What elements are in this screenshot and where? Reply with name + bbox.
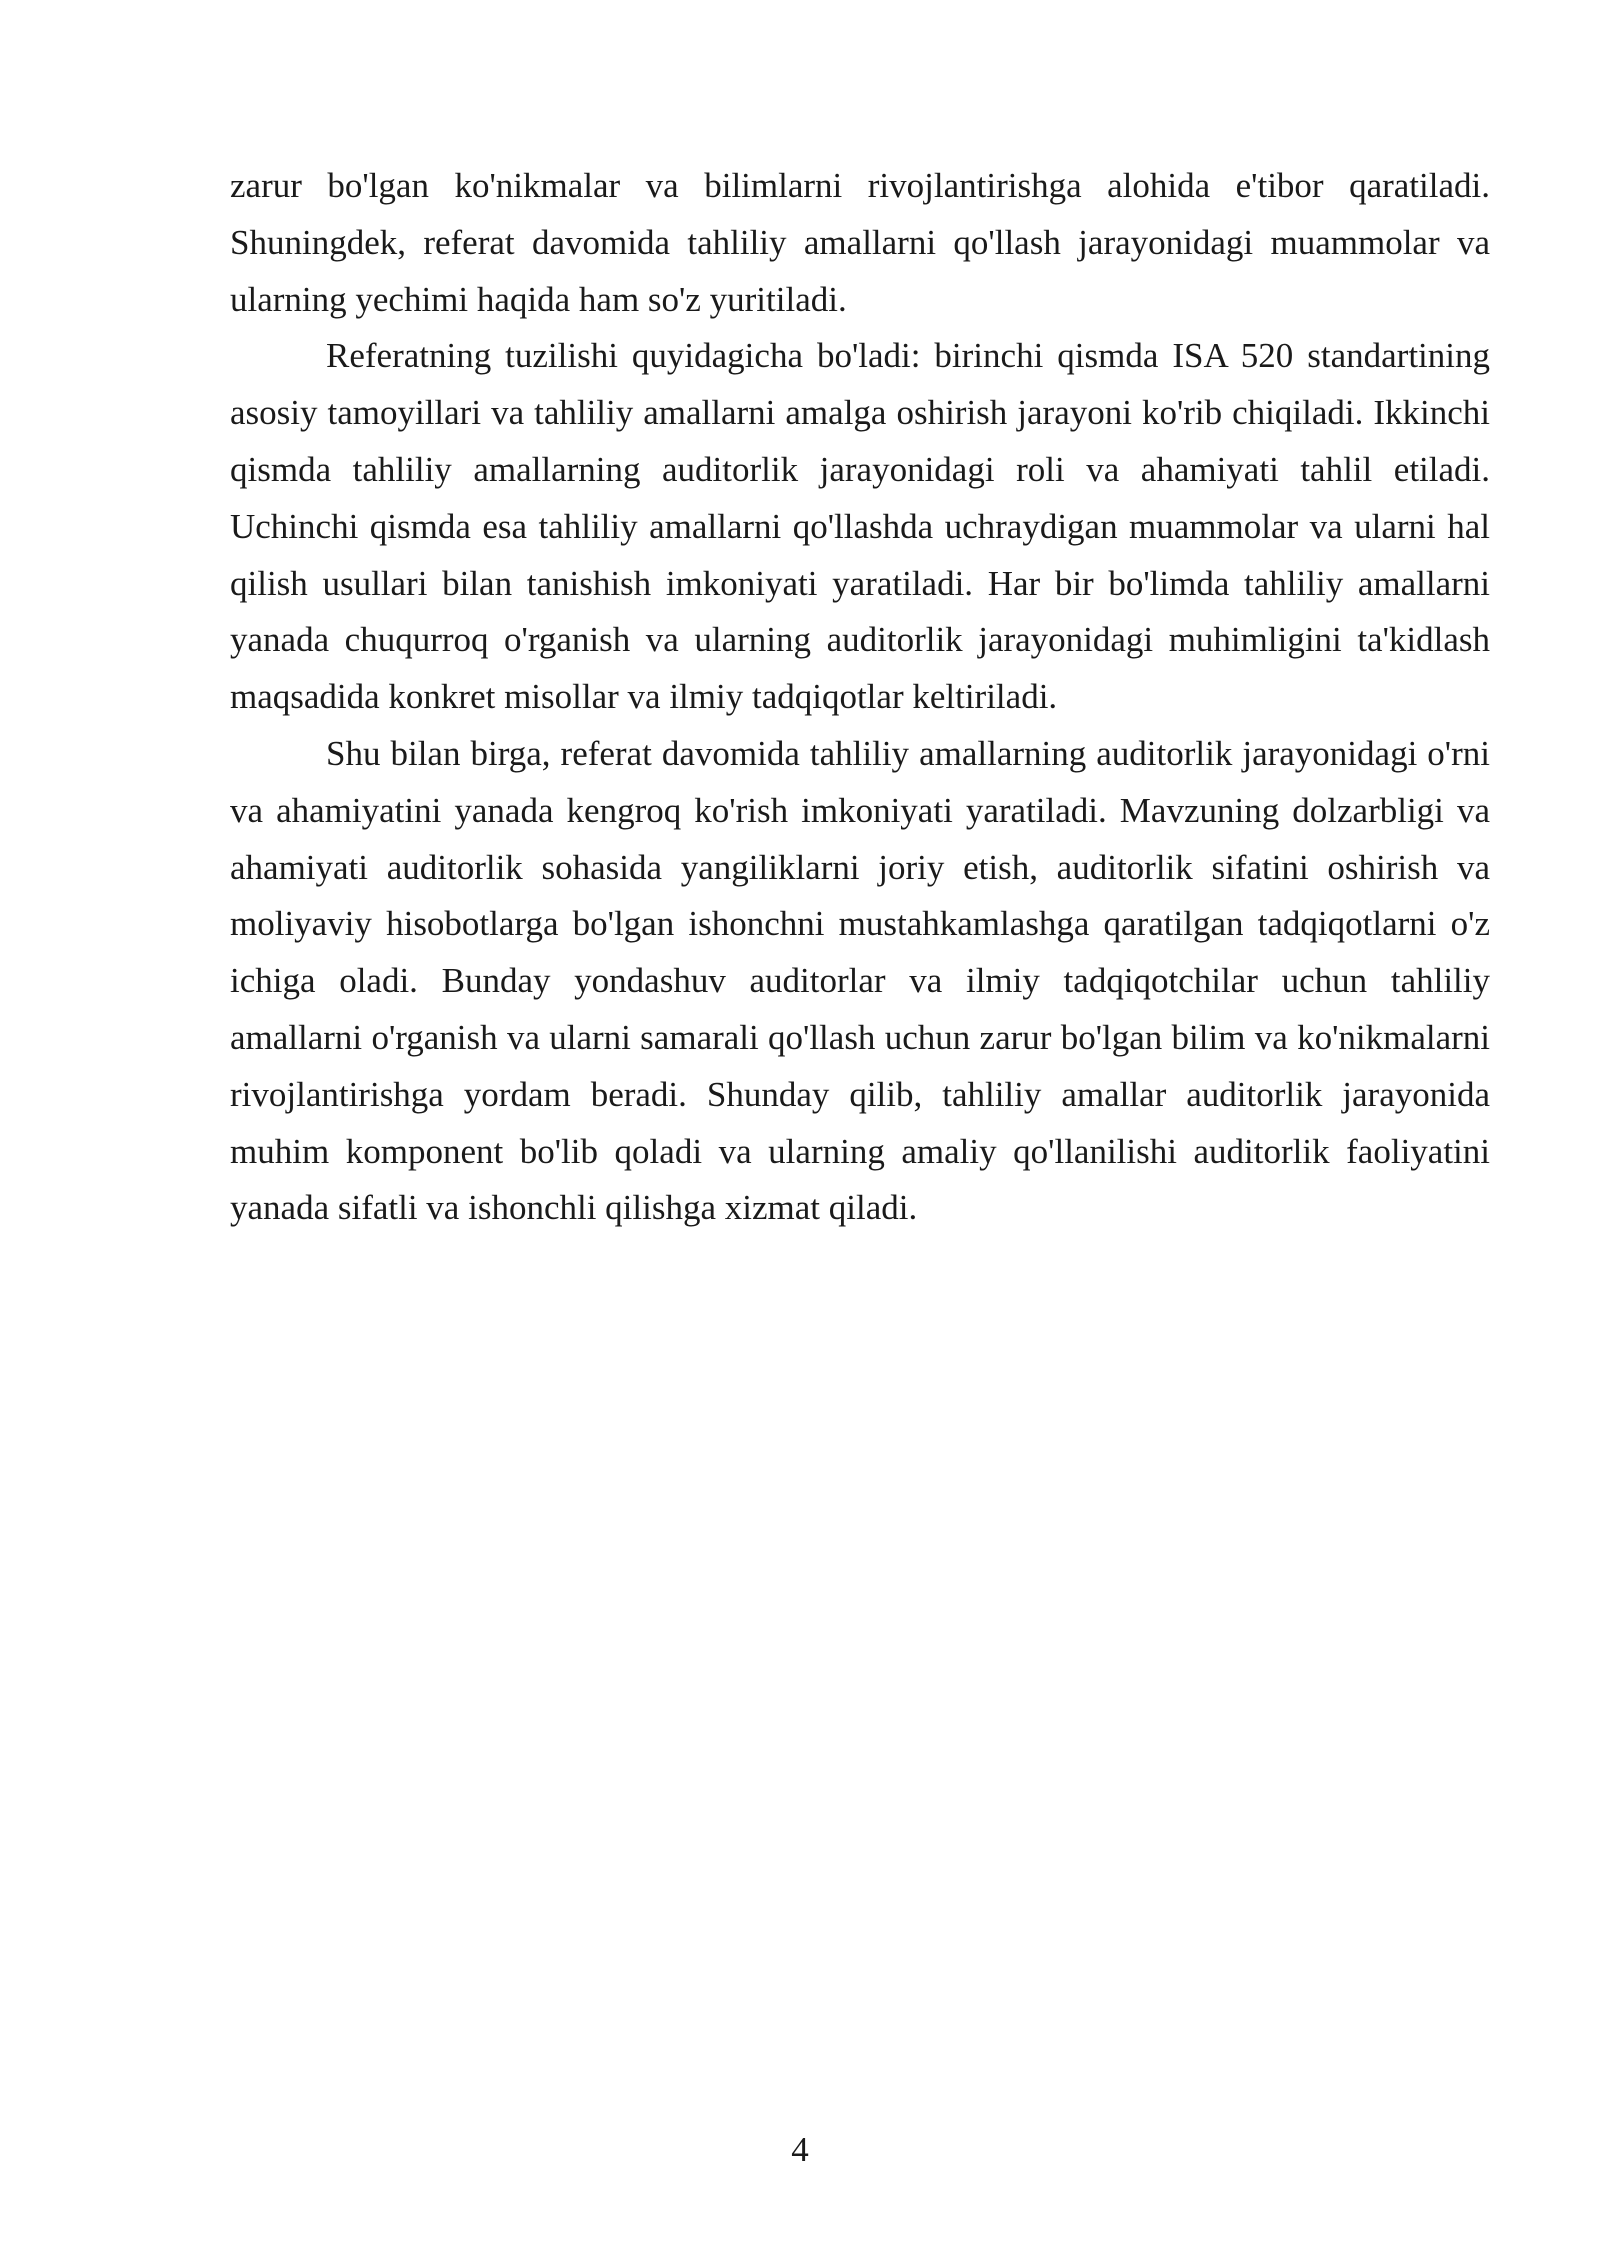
body-text xyxy=(230,158,1490,1237)
paragraph-relevance: Shu bilan birga, referat davomida tahliliy amallarning auditorlik jarayonidagi o'rni va ahamiyatini yanada kengroq ko'rish imkoniyati yaratiladi. Mavzuning dolzarbligi va ahamiyati auditorlik sohasida yangiliklarni joriy etish, auditorlik sifatini oshirish va moliyaviy hisobotlarga bo'lgan ishonchni mustahkamlashga qaratilgan tadqiqotlarni o'z ichiga oladi. Bunday yondashuv auditorlar va ilmiy tadqiqotchilar uchun tahliliy amallarni o'rganish va ularni samarali qo'llash uchun zarur bo'lgan bilim va ko'nikmalarni rivojlantirishga yordam beradi. Shunday qilib, tahliliy amallar auditorlik jarayonida muhim komponent bo'lib qoladi va ularning amaliy qo'llanilishi auditorlik faoliyatini yanada sifatli va ishonchli qilishga xizmat qiladi. xyxy=(230,733,1490,1228)
page-number: 4 xyxy=(791,2130,809,2169)
paragraph-structure: Referatning tuzilishi quyidagicha bo'ladi: birinchi qismda ISA 520 standartining asosiy tamoyillari va tahliliy amallarni amalga oshirish jarayoni ko'rib chiqiladi. Ikkinchi qismda tahliliy amallarning auditorlik jarayonidagi roli va ahamiyati tahlil etiladi. Uchinchi qismda esa tahliliy amallarni qo'llashda uchraydigan muammolar va ularni hal qilish usullari bilan tanishish imkoniyati yaratiladi. Har bir bo'limda tahliliy amallarni yanada chuqurroq o'rganish va ularning auditorlik jarayonidagi muhimligini ta'kidlash maqsadida konkret misollar va ilmiy tadqiqotlar keltiriladi. xyxy=(230,336,1490,717)
paragraph-continued: zarur bo'lgan ko'nikmalar va bilimlarni rivojlantirishga alohida e'tibor qaratiladi. Shuningdek, referat davomida tahliliy amallarni qo'llash jarayonidagi muammolar va ularning yechimi haqida ham so'z yuritiladi. xyxy=(230,166,1490,319)
